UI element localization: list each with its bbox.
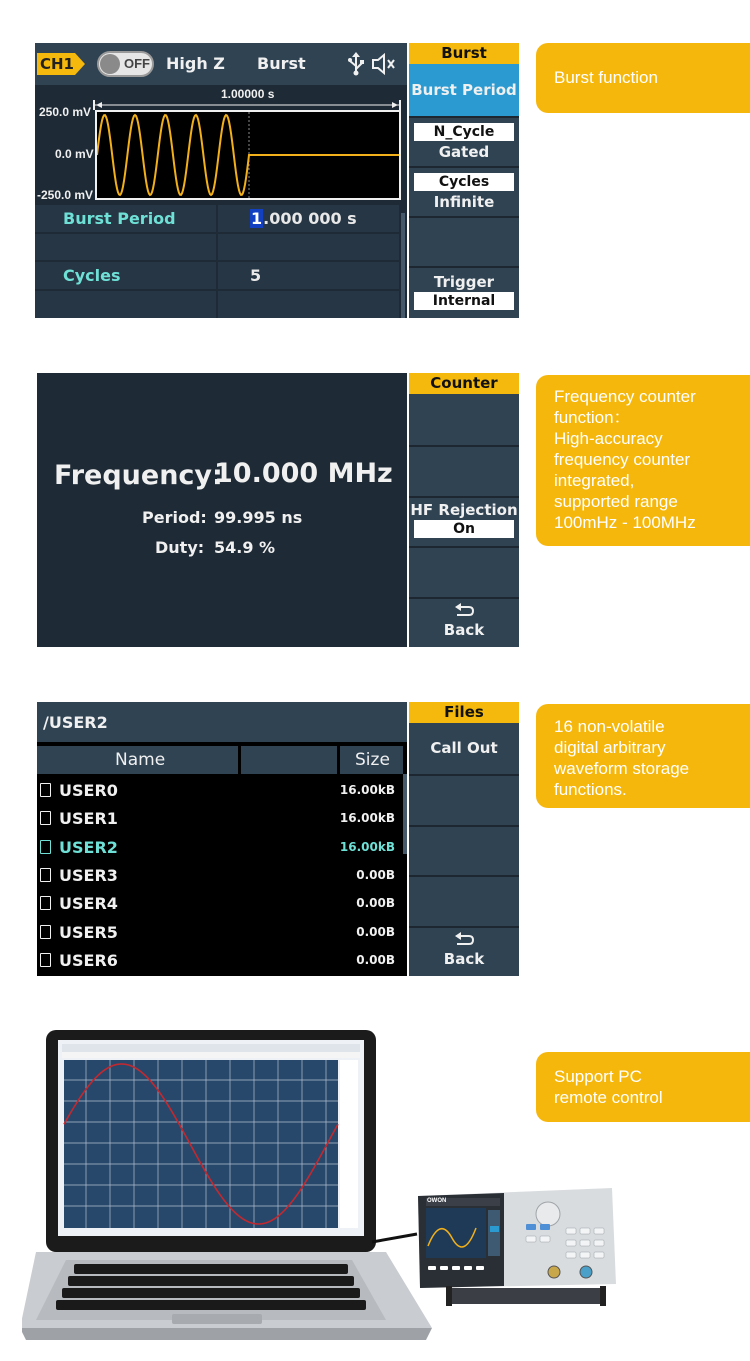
files-callout	[536, 704, 750, 808]
file-name: USER6	[59, 950, 118, 970]
pc-callout-line-1: Support PC	[554, 1067, 642, 1086]
softkey-files-empty-2[interactable]	[409, 827, 519, 875]
file-row[interactable]	[37, 947, 403, 975]
param-value-burst-period[interactable]	[250, 209, 357, 228]
file-icon	[40, 840, 51, 854]
softkey-hf-rejection-value: On	[414, 520, 514, 538]
back-arrow-icon	[409, 932, 519, 950]
burst-callout-text: Burst function	[554, 68, 658, 87]
softkey-counter-empty-2[interactable]	[409, 447, 519, 496]
file-icon	[40, 896, 51, 910]
burst-header	[35, 43, 407, 85]
mode-label: Burst	[257, 54, 306, 73]
period-label: Period:	[142, 508, 207, 527]
counter-screen	[37, 373, 407, 647]
back-arrow-icon	[409, 603, 519, 621]
softkey-hf-rejection[interactable]	[409, 498, 519, 546]
softkey-cycles-infinite[interactable]	[409, 168, 519, 216]
param-value-rest: .000 000 s	[263, 209, 357, 228]
softkey-empty-1[interactable]	[409, 218, 519, 266]
channel-badge[interactable]	[37, 51, 87, 77]
y-label-mid: 0.0 mV	[55, 147, 94, 161]
duty-value: 54.9 %	[214, 538, 276, 557]
softkey-call-out[interactable]	[409, 723, 519, 774]
files-softkeys	[409, 702, 519, 976]
param-table	[35, 205, 407, 318]
counter-callout-line-4: frequency counter	[554, 450, 691, 469]
y-label-bot: -250.0 mV	[37, 188, 94, 202]
file-icon	[40, 783, 51, 797]
softkey-burst-period-label: Burst Period	[411, 81, 517, 99]
duty-label: Duty:	[155, 538, 205, 557]
softkey-infinite-label: Infinite	[433, 193, 495, 211]
file-size: 0.00B	[356, 924, 395, 939]
files-table-header	[37, 746, 407, 774]
counter-callout-line-6: supported range	[554, 492, 678, 511]
pc-callout-line-2: remote control	[554, 1088, 663, 1107]
param-scrollbar[interactable]	[401, 213, 405, 318]
files-callout-line-2: digital arbitrary	[554, 738, 666, 757]
file-name: USER2	[59, 837, 118, 857]
burst-screen	[35, 43, 407, 318]
usb-icon	[346, 52, 366, 81]
toggle-label: OFF	[124, 56, 150, 71]
param-value-cycles[interactable]: 5	[250, 266, 262, 285]
softkey-trigger-label: Trigger	[433, 273, 495, 291]
file-row[interactable]	[37, 777, 403, 805]
softkey-hf-rejection-label: HF Rejection	[410, 501, 518, 519]
file-row[interactable]	[37, 890, 403, 918]
softkey-counter-back-label: Back	[443, 621, 485, 639]
softkey-call-out-label: Call Out	[430, 739, 498, 757]
softkey-cycles-value: Cycles	[414, 173, 514, 191]
generator-device	[416, 1188, 618, 1308]
counter-callout-line-7: 100mHz - 100MHz	[554, 513, 696, 532]
output-toggle[interactable]	[97, 51, 154, 77]
softkey-gated-label: Gated	[438, 143, 490, 161]
files-callout-line-1: 16 non-volatile	[554, 717, 665, 736]
waveform-panel	[35, 85, 407, 205]
file-size: 0.00B	[356, 952, 395, 967]
counter-callout-line-3: High-accuracy	[554, 429, 663, 448]
file-list	[37, 777, 403, 976]
burst-waveform	[97, 112, 399, 198]
softkey-files-back-label: Back	[443, 950, 485, 968]
file-size: 0.00B	[356, 896, 395, 911]
counter-callout-line-2: function：	[554, 408, 631, 427]
counter-softkeys	[409, 373, 519, 647]
files-callout-line-3: waveform storage	[554, 759, 690, 778]
file-icon	[40, 953, 51, 967]
plot-area	[95, 110, 401, 200]
burst-softkeys	[409, 43, 519, 318]
y-label-top: 250.0 mV	[39, 105, 92, 119]
toggle-knob	[100, 54, 120, 74]
file-name: USER5	[59, 922, 118, 942]
files-scrollbar[interactable]	[403, 774, 407, 854]
softkey-counter-empty-3[interactable]	[409, 548, 519, 597]
file-size: 16.00kB	[339, 839, 395, 854]
file-icon	[40, 811, 51, 825]
file-name: USER1	[59, 809, 118, 829]
softkey-burst-period[interactable]	[409, 64, 519, 116]
file-size: 16.00kB	[339, 783, 395, 797]
time-label: 1.00000 s	[221, 87, 275, 101]
file-size: 0.00B	[356, 867, 395, 882]
file-icon	[40, 925, 51, 939]
files-col-size: Size	[355, 750, 390, 770]
softkey-trigger[interactable]	[409, 268, 519, 318]
channel-label: CH1	[40, 55, 74, 73]
speaker-icon[interactable]	[371, 53, 397, 80]
file-size: 16.00kB	[339, 811, 395, 826]
file-row[interactable]	[37, 805, 403, 833]
pc-callout	[536, 1052, 750, 1122]
file-row[interactable]	[37, 862, 403, 890]
softkey-files-back[interactable]	[409, 928, 519, 976]
files-path-bar	[37, 702, 407, 742]
file-row[interactable]	[37, 834, 403, 862]
laptop-illustration	[22, 1028, 442, 1344]
file-name: USER4	[59, 894, 118, 914]
param-label-burst-period[interactable]: Burst Period	[63, 209, 176, 228]
counter-callout-line-1: Frequency counter	[554, 387, 696, 406]
softkey-counter-empty-1[interactable]	[409, 394, 519, 445]
softkey-ncycle-gated[interactable]	[409, 118, 519, 166]
file-icon	[40, 868, 51, 882]
frequency-label: Frequency:	[54, 460, 223, 491]
softkey-files-empty-3[interactable]	[409, 877, 519, 926]
impedance-label: High Z	[166, 54, 225, 73]
counter-softkey-title: Counter	[409, 373, 519, 394]
files-path: /USER2	[43, 713, 108, 732]
files-col-name: Name	[115, 750, 166, 770]
softkey-counter-back[interactable]	[409, 599, 519, 647]
file-row[interactable]	[37, 919, 403, 947]
param-cursor-digit: 1	[251, 209, 263, 228]
file-name: USER0	[59, 781, 118, 800]
softkey-ncycle-value: N_Cycle	[414, 123, 514, 141]
frequency-value: 10.000 MHz	[214, 458, 393, 489]
file-name: USER3	[59, 865, 118, 885]
burst-callout	[536, 43, 750, 113]
param-label-cycles[interactable]: Cycles	[63, 266, 121, 285]
counter-callout-line-5: integrated,	[554, 471, 635, 490]
files-screen	[37, 702, 407, 976]
softkey-trigger-value: Internal	[414, 292, 514, 310]
files-softkey-title: Files	[409, 702, 519, 723]
burst-softkey-title: Burst	[409, 43, 519, 64]
counter-callout	[536, 375, 750, 546]
softkey-files-empty-1[interactable]	[409, 776, 519, 825]
files-callout-line-4: functions.	[554, 780, 627, 799]
device-brand: OWON	[427, 1198, 447, 1204]
period-value: 99.995 ns	[214, 508, 303, 527]
